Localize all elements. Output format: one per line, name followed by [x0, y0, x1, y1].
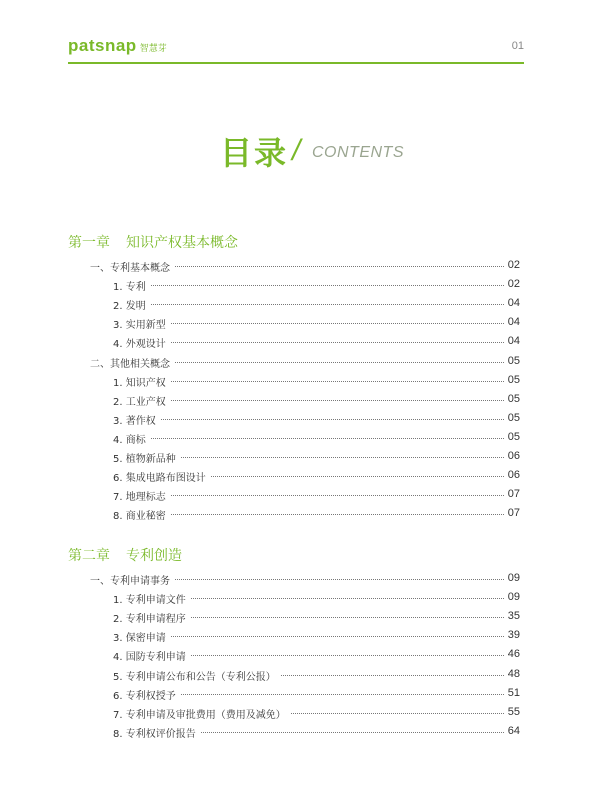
toc-entry-row[interactable] — [0, 297, 600, 313]
chapter-heading — [68, 232, 238, 252]
toc-entry-row[interactable] — [0, 335, 600, 351]
logo-text-cn: 智慧芽 — [139, 44, 167, 54]
toc-title — [0, 128, 600, 174]
toc-page-number: 39 — [505, 629, 520, 641]
toc-entry-label: 4. 国防专利申请 — [113, 648, 190, 663]
dot-leader — [123, 514, 520, 515]
dot-leader — [123, 438, 520, 439]
toc-entry-row[interactable] — [0, 687, 600, 703]
dot-leader — [123, 323, 520, 324]
toc-entry-row[interactable] — [0, 610, 600, 626]
toc-page-number: 51 — [505, 687, 520, 699]
toc-section-row[interactable] — [0, 355, 600, 371]
toc-entry-label: 1. 专利申请文件 — [113, 591, 190, 606]
toc-entry-label: 1. 专利 — [113, 278, 150, 293]
toc-entry-row[interactable] — [0, 316, 600, 332]
toc-entry-row[interactable] — [0, 648, 600, 664]
dot-leader — [123, 457, 520, 458]
toc-entry-label: 2. 工业产权 — [113, 393, 170, 408]
chapter-heading — [68, 545, 182, 565]
toc-entry-row[interactable] — [0, 591, 600, 607]
toc-entry-row[interactable] — [0, 412, 600, 428]
toc-entry-row[interactable] — [0, 374, 600, 390]
chapter-number: 第一章 — [68, 235, 110, 251]
toc-page-number: 35 — [505, 610, 520, 622]
header-divider — [68, 62, 524, 64]
toc-page-number: 02 — [505, 278, 520, 290]
toc-entry-label: 二、其他相关概念 — [90, 355, 174, 370]
toc-page-number: 04 — [505, 316, 520, 328]
dot-leader — [123, 636, 520, 637]
toc-page-number: 04 — [505, 335, 520, 347]
dot-leader — [123, 342, 520, 343]
toc-entry-label: 一、专利申请事务 — [90, 572, 174, 587]
title-cn: 目录 — [220, 134, 289, 172]
toc-page-number: 02 — [505, 259, 520, 271]
toc-entry-row[interactable] — [0, 507, 600, 523]
toc-entry-label: 6. 集成电路布图设计 — [113, 469, 210, 484]
toc-entry-row[interactable] — [0, 668, 600, 684]
toc-entry-label: 6. 专利权授予 — [113, 687, 180, 702]
toc-entry-label: 8. 专利权评价报告 — [113, 725, 200, 740]
dot-leader — [123, 419, 520, 420]
page-number: 01 — [511, 40, 524, 52]
dot-leader — [123, 381, 520, 382]
toc-page-number: 05 — [505, 355, 520, 367]
dot-leader — [123, 400, 520, 401]
toc-page-number: 05 — [505, 374, 520, 386]
toc-page-number: 64 — [505, 725, 520, 737]
toc-entry-label: 1. 知识产权 — [113, 374, 170, 389]
page-header — [68, 36, 524, 62]
toc-entry-label: 7. 专利申请及审批费用（费用及减免） — [113, 706, 290, 721]
toc-section-row[interactable] — [0, 259, 600, 275]
dot-leader — [123, 285, 520, 286]
toc-page-number: 09 — [505, 572, 520, 584]
toc-page-number: 05 — [505, 393, 520, 405]
toc-entry-label: 8. 商业秘密 — [113, 507, 170, 522]
patsnap-logo — [68, 36, 167, 56]
toc-page-number: 07 — [505, 507, 520, 519]
chapter-title: 知识产权基本概念 — [126, 235, 238, 251]
toc-entry-label: 4. 外观设计 — [113, 335, 170, 350]
toc-entry-label: 3. 实用新型 — [113, 316, 170, 331]
toc-page-number: 05 — [505, 431, 520, 443]
toc-page-number: 55 — [505, 706, 520, 718]
logo-text-en: patsnap — [68, 36, 137, 55]
title-slash: / — [292, 134, 301, 167]
toc-entry-label: 5. 专利申请公布和公告（专利公报） — [113, 668, 280, 683]
toc-entry-label: 5. 植物新品种 — [113, 450, 180, 465]
toc-entry-label: 一、专利基本概念 — [90, 259, 174, 274]
toc-page-number: 09 — [505, 591, 520, 603]
toc-entry-row[interactable] — [0, 450, 600, 466]
toc-page-number: 04 — [505, 297, 520, 309]
toc-entry-row[interactable] — [0, 393, 600, 409]
toc-page-number: 06 — [505, 450, 520, 462]
toc-entry-row[interactable] — [0, 629, 600, 645]
toc-entry-label: 4. 商标 — [113, 431, 150, 446]
toc-entry-label: 2. 发明 — [113, 297, 150, 312]
title-en: CONTENTS — [312, 144, 404, 161]
toc-page-number: 46 — [505, 648, 520, 660]
toc-entry-label: 3. 保密申请 — [113, 629, 170, 644]
toc-page-number: 06 — [505, 469, 520, 481]
toc-page-number: 05 — [505, 412, 520, 424]
toc-page-number: 07 — [505, 488, 520, 500]
toc-section-row[interactable] — [0, 572, 600, 588]
toc-page-number: 48 — [505, 668, 520, 680]
chapter-title: 专利创造 — [126, 548, 182, 564]
toc-entry-row[interactable] — [0, 469, 600, 485]
toc-entry-label: 3. 著作权 — [113, 412, 160, 427]
dot-leader — [123, 694, 520, 695]
toc-entry-row[interactable] — [0, 725, 600, 741]
toc-entry-row[interactable] — [0, 706, 600, 722]
dot-leader — [123, 304, 520, 305]
dot-leader — [123, 495, 520, 496]
toc-entry-label: 7. 地理标志 — [113, 488, 170, 503]
chapter-number: 第二章 — [68, 548, 110, 564]
toc-entry-row[interactable] — [0, 488, 600, 504]
toc-entry-row[interactable] — [0, 278, 600, 294]
toc-entry-label: 2. 专利申请程序 — [113, 610, 190, 625]
toc-entry-row[interactable] — [0, 431, 600, 447]
